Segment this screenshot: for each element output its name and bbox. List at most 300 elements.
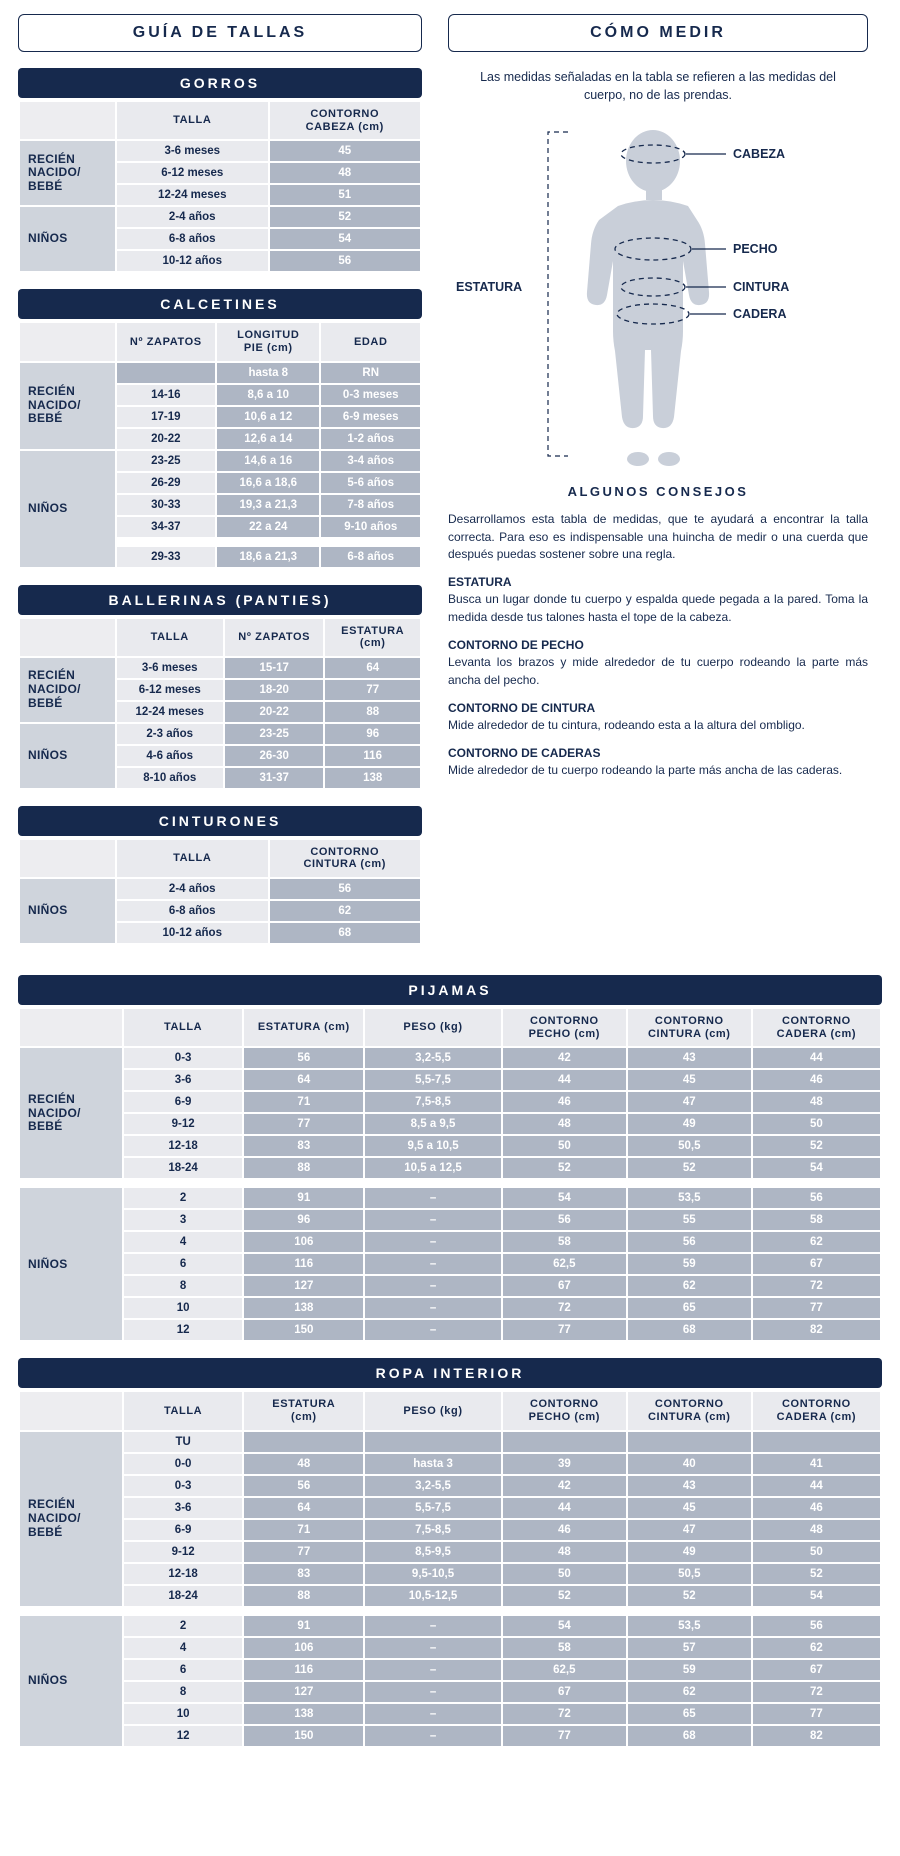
cell-peso: – <box>365 1660 501 1680</box>
left-column <box>18 14 422 961</box>
header-contorno-cadera: CONTORNO CADERA (cm) <box>753 1392 880 1429</box>
table-row <box>20 1498 880 1518</box>
cell-estatura: 64 <box>244 1498 363 1518</box>
tip-title-pecho: CONTORNO DE PECHO <box>448 638 584 653</box>
cell-longitud: 8,6 a 10 <box>217 385 319 405</box>
table-row <box>20 1520 880 1540</box>
table-cinturones <box>18 838 422 945</box>
cell-talla: 4-6 años <box>117 746 223 766</box>
header-contorno-cintura: CONTORNO CINTURA (cm) <box>628 1392 751 1429</box>
cell-peso: 8,5-9,5 <box>365 1542 501 1562</box>
cell-talla: TU <box>124 1432 243 1452</box>
table-row <box>20 363 420 383</box>
group-label-ninos: NIÑOS <box>20 879 115 943</box>
table-header-row <box>20 102 420 139</box>
cell-zapatos: 31-37 <box>225 768 324 788</box>
header-blank <box>20 323 115 360</box>
cell-cintura: 52 <box>628 1586 751 1606</box>
header-contorno-cabeza: CONTORNO CABEZA (cm) <box>270 102 421 139</box>
table-row <box>20 1092 880 1112</box>
table-row <box>20 1616 880 1636</box>
cell-cadera: 52 <box>753 1136 880 1156</box>
cell-zapatos: 17-19 <box>117 407 216 427</box>
cell-peso: 5,5-7,5 <box>365 1070 501 1090</box>
cell-peso: – <box>365 1298 501 1318</box>
group-label-recien-nacido: RECIÉN NACIDO/ BEBÉ <box>20 141 115 205</box>
cell-peso: – <box>365 1254 501 1274</box>
header-edad: EDAD <box>321 323 420 360</box>
cell-estatura: 150 <box>244 1320 363 1340</box>
cell-talla: 18-24 <box>124 1586 243 1606</box>
cell-cadera: 82 <box>753 1726 880 1746</box>
section-title-pijamas: PIJAMAS <box>18 975 882 1005</box>
cell-talla: 4 <box>124 1232 243 1252</box>
tip-title-cintura: CONTORNO DE CINTURA <box>448 700 596 715</box>
cell-value: 52 <box>270 207 421 227</box>
cell-cintura: 45 <box>628 1498 751 1518</box>
cell-estatura: 64 <box>244 1070 363 1090</box>
header-talla: TALLA <box>124 1009 243 1046</box>
cell-pecho: 42 <box>503 1048 626 1068</box>
cell-estatura: 116 <box>244 1660 363 1680</box>
cell-cadera: 50 <box>753 1114 880 1134</box>
cell-peso: – <box>365 1616 501 1636</box>
cell-pecho <box>503 1432 626 1452</box>
cell-estatura: 83 <box>244 1136 363 1156</box>
cell-talla: 2-4 años <box>117 879 267 899</box>
table-row <box>20 1726 880 1746</box>
cell-cintura: 57 <box>628 1638 751 1658</box>
table-row <box>20 1298 880 1318</box>
cell-zapatos: 34-37 <box>117 517 216 537</box>
cell-cadera: 54 <box>753 1158 880 1178</box>
cell-estatura: 138 <box>325 768 420 788</box>
tips-title: ALGUNOS CONSEJOS <box>567 484 749 500</box>
cell-estatura: 96 <box>325 724 420 744</box>
cell-cadera: 44 <box>753 1048 880 1068</box>
cell-zapatos: 29-33 <box>117 547 216 567</box>
cell-estatura: 83 <box>244 1564 363 1584</box>
cell-pecho: 52 <box>503 1158 626 1178</box>
cell-estatura: 106 <box>244 1232 363 1252</box>
cell-talla: 2 <box>124 1616 243 1636</box>
cell-cadera: 48 <box>753 1520 880 1540</box>
cell-cadera: 72 <box>753 1682 880 1702</box>
cell-estatura: 77 <box>244 1114 363 1134</box>
section-title-calcetines: CALCETINES <box>18 289 422 319</box>
cell-pecho: 72 <box>503 1298 626 1318</box>
cell-talla: 3 <box>124 1210 243 1230</box>
cell-estatura: 88 <box>244 1158 363 1178</box>
cell-zapatos: 26-30 <box>225 746 324 766</box>
header-blank <box>20 1392 122 1429</box>
table-row <box>20 207 420 227</box>
cell-pecho: 77 <box>503 1726 626 1746</box>
cell-pecho: 46 <box>503 1092 626 1112</box>
table-row <box>20 1476 880 1496</box>
cell-value: 56 <box>270 879 421 899</box>
cell-talla: 12-24 meses <box>117 185 267 205</box>
group-label-ninos: NIÑOS <box>20 1188 122 1340</box>
cell-pecho: 54 <box>503 1616 626 1636</box>
tip-body-caderas: Mide alrededor de tu cuerpo rodeando la parte más ancha de las caderas. <box>448 763 843 778</box>
group-label-ninos: NIÑOS <box>20 451 115 567</box>
table-calcetines <box>18 321 422 568</box>
cell-estatura: 56 <box>244 1048 363 1068</box>
cell-cadera: 52 <box>753 1564 880 1584</box>
section-title-ballerinas: BALLERINAS (PANTIES) <box>18 585 422 615</box>
cell-cintura: 62 <box>628 1276 751 1296</box>
table-row <box>20 1542 880 1562</box>
cell-estatura: 127 <box>244 1276 363 1296</box>
cell-estatura: 88 <box>244 1586 363 1606</box>
cell-talla: 10 <box>124 1704 243 1724</box>
cell-pecho: 54 <box>503 1188 626 1208</box>
table-ballerinas <box>18 617 422 790</box>
cell-cintura: 59 <box>628 1254 751 1274</box>
cell-longitud: 12,6 a 14 <box>217 429 319 449</box>
table-row <box>20 1070 880 1090</box>
table-row <box>20 658 420 678</box>
cell-cintura: 40 <box>628 1454 751 1474</box>
group-label-recien-nacido: RECIÉN NACIDO/ BEBÉ <box>20 1048 122 1178</box>
cell-estatura: 91 <box>244 1188 363 1208</box>
top-two-columns <box>18 14 882 961</box>
cell-edad: 7-8 años <box>321 495 420 515</box>
cell-cintura: 68 <box>628 1726 751 1746</box>
cell-talla: 3-6 meses <box>117 141 267 161</box>
cell-zapatos <box>117 363 216 383</box>
cell-talla: 9-12 <box>124 1542 243 1562</box>
table-header-row <box>20 323 420 360</box>
cell-estatura: 127 <box>244 1682 363 1702</box>
cell-cadera: 41 <box>753 1454 880 1474</box>
header-contorno-pecho: CONTORNO PECHO (cm) <box>503 1009 626 1046</box>
table-block-calcetines <box>18 289 422 568</box>
cell-pecho: 50 <box>503 1564 626 1584</box>
group-label-ninos: NIÑOS <box>20 1616 122 1746</box>
cell-cadera: 62 <box>753 1638 880 1658</box>
cell-cintura: 47 <box>628 1520 751 1540</box>
table-block-gorros <box>18 68 422 273</box>
tip-body-estatura: Busca un lugar donde tu cuerpo y espalda quede pegada a la pared. Toma la medida desde tus talones hasta el tope de la cabeza. <box>448 592 868 624</box>
header-contorno-cadera: CONTORNO CADERA (cm) <box>753 1009 880 1046</box>
cell-pecho: 77 <box>503 1320 626 1340</box>
cell-longitud: 14,6 a 16 <box>217 451 319 471</box>
group-label-recien-nacido: RECIÉN NACIDO/ BEBÉ <box>20 363 115 449</box>
page-title: GUÍA DE TALLAS <box>18 14 422 52</box>
cell-longitud: 16,6 a 18,6 <box>217 473 319 493</box>
cell-value: 51 <box>270 185 421 205</box>
cell-cadera: 54 <box>753 1586 880 1606</box>
table-header-row <box>20 1009 880 1046</box>
cell-pecho: 67 <box>503 1682 626 1702</box>
cell-estatura <box>244 1432 363 1452</box>
cell-peso: – <box>365 1232 501 1252</box>
group-label-recien-nacido: RECIÉN NACIDO/ BEBÉ <box>20 658 115 722</box>
table-row <box>20 1432 880 1452</box>
cell-estatura: 77 <box>325 680 420 700</box>
cell-peso: 10,5 a 12,5 <box>365 1158 501 1178</box>
table-row <box>20 1136 880 1156</box>
cell-estatura: 106 <box>244 1638 363 1658</box>
label-estatura: ESTATURA <box>456 280 523 295</box>
cell-talla: 6-8 años <box>117 901 267 921</box>
cell-peso: – <box>365 1726 501 1746</box>
cell-talla: 2-3 años <box>117 724 223 744</box>
table-row <box>20 1232 880 1252</box>
group-label-ninos: NIÑOS <box>20 207 115 271</box>
header-estatura: ESTATURA (cm) <box>325 619 420 656</box>
table-header-row <box>20 1392 880 1429</box>
cell-talla: 0-0 <box>124 1454 243 1474</box>
cell-value: 56 <box>270 251 421 271</box>
cell-talla: 8 <box>124 1682 243 1702</box>
section-title-ropa-interior: ROPA INTERIOR <box>18 1358 882 1388</box>
header-longitud-pie: LONGITUD PIE (cm) <box>217 323 319 360</box>
tip-title-estatura: ESTATURA <box>448 575 512 590</box>
table-row <box>20 879 420 899</box>
cell-talla: 4 <box>124 1638 243 1658</box>
cell-cintura: 50,5 <box>628 1564 751 1584</box>
table-row <box>20 1638 880 1658</box>
cell-peso: – <box>365 1320 501 1340</box>
table-block-ballerinas <box>18 585 422 790</box>
cell-peso: hasta 3 <box>365 1454 501 1474</box>
cell-cadera: 77 <box>753 1704 880 1724</box>
cell-cadera: 67 <box>753 1660 880 1680</box>
cell-cintura: 68 <box>628 1320 751 1340</box>
cell-pecho: 48 <box>503 1114 626 1134</box>
header-blank <box>20 619 115 656</box>
header-contorno-cintura: CONTORNO CINTURA (cm) <box>628 1009 751 1046</box>
cell-cadera: 58 <box>753 1210 880 1230</box>
cell-estatura: 138 <box>244 1298 363 1318</box>
cell-estatura: 91 <box>244 1616 363 1636</box>
cell-pecho: 46 <box>503 1520 626 1540</box>
cell-cintura: 49 <box>628 1542 751 1562</box>
cell-talla: 6-9 <box>124 1092 243 1112</box>
tip-body-pecho: Levanta los brazos y mide alrededor de tu cuerpo rodeando la parte más ancha del pecho. <box>448 655 868 687</box>
cell-edad: RN <box>321 363 420 383</box>
cell-zapatos: 20-22 <box>225 702 324 722</box>
cell-estatura: 56 <box>244 1476 363 1496</box>
cell-talla: 0-3 <box>124 1476 243 1496</box>
table-row <box>20 1586 880 1606</box>
cell-talla: 12-24 meses <box>117 702 223 722</box>
cell-cadera: 72 <box>753 1276 880 1296</box>
table-row <box>20 1048 880 1068</box>
cell-cintura: 65 <box>628 1298 751 1318</box>
cell-talla: 8 <box>124 1276 243 1296</box>
cell-zapatos: 30-33 <box>117 495 216 515</box>
cell-peso: – <box>365 1188 501 1208</box>
cell-talla: 12-18 <box>124 1564 243 1584</box>
cell-talla: 3-6 <box>124 1498 243 1518</box>
cell-peso: 10,5-12,5 <box>365 1586 501 1606</box>
table-gorros <box>18 100 422 273</box>
table-row <box>20 1210 880 1230</box>
cell-talla: 3-6 <box>124 1070 243 1090</box>
section-title-cinturones: CINTURONES <box>18 806 422 836</box>
cell-talla: 6-12 meses <box>117 163 267 183</box>
cell-cintura: 45 <box>628 1070 751 1090</box>
cell-estatura: 96 <box>244 1210 363 1230</box>
cell-cadera: 56 <box>753 1188 880 1208</box>
cell-estatura: 64 <box>325 658 420 678</box>
cell-talla: 12-18 <box>124 1136 243 1156</box>
cell-talla: 18-24 <box>124 1158 243 1178</box>
cell-value: 45 <box>270 141 421 161</box>
cell-estatura: 150 <box>244 1726 363 1746</box>
header-talla: TALLA <box>124 1392 243 1429</box>
tip-title-caderas: CONTORNO DE CADERAS <box>448 746 601 761</box>
cell-pecho: 52 <box>503 1586 626 1606</box>
header-peso: PESO (kg) <box>365 1009 501 1046</box>
cell-cintura: 53,5 <box>628 1188 751 1208</box>
header-talla: TALLA <box>117 102 267 139</box>
header-blank <box>20 102 115 139</box>
cell-cintura: 53,5 <box>628 1616 751 1636</box>
cell-cadera: 44 <box>753 1476 880 1496</box>
header-contorno-pecho: CONTORNO PECHO (cm) <box>503 1392 626 1429</box>
cell-talla: 8-10 años <box>117 768 223 788</box>
spacer <box>321 539 420 545</box>
cell-talla: 0-3 <box>124 1048 243 1068</box>
header-contorno-cintura: CONTORNO CINTURA (cm) <box>270 840 421 877</box>
table-row-spacer <box>20 1180 880 1186</box>
table-row <box>20 451 420 471</box>
table-row <box>20 1114 880 1134</box>
spacer <box>217 539 319 545</box>
cell-pecho: 48 <box>503 1542 626 1562</box>
spacer <box>20 1180 880 1186</box>
cell-peso: – <box>365 1276 501 1296</box>
cell-cintura: 43 <box>628 1048 751 1068</box>
cell-talla: 3-6 meses <box>117 658 223 678</box>
body-measurement-figure <box>448 114 868 474</box>
cell-talla: 10 <box>124 1298 243 1318</box>
cell-talla: 2-4 años <box>117 207 267 227</box>
cell-zapatos: 23-25 <box>225 724 324 744</box>
header-n-zapatos: Nº ZAPATOS <box>117 323 216 360</box>
cell-peso <box>365 1432 501 1452</box>
header-estatura: ESTATURA (cm) <box>244 1009 363 1046</box>
cell-peso: 9,5-10,5 <box>365 1564 501 1584</box>
cell-cadera: 46 <box>753 1070 880 1090</box>
spacer <box>20 1608 880 1614</box>
header-peso: PESO (kg) <box>365 1392 501 1429</box>
cell-cintura: 65 <box>628 1704 751 1724</box>
cell-zapatos: 20-22 <box>117 429 216 449</box>
cell-cintura: 43 <box>628 1476 751 1496</box>
table-row-spacer <box>20 1608 880 1614</box>
table-ropa-interior <box>18 1390 882 1747</box>
cell-cintura: 49 <box>628 1114 751 1134</box>
cell-pecho: 67 <box>503 1276 626 1296</box>
cell-estatura: 138 <box>244 1704 363 1724</box>
cell-peso: – <box>365 1638 501 1658</box>
cell-talla: 6-12 meses <box>117 680 223 700</box>
header-estatura: ESTATURA (cm) <box>244 1392 363 1429</box>
cell-pecho: 58 <box>503 1232 626 1252</box>
cell-cadera <box>753 1432 880 1452</box>
cell-peso: 9,5 a 10,5 <box>365 1136 501 1156</box>
cell-cadera: 46 <box>753 1498 880 1518</box>
cell-pecho: 62,5 <box>503 1660 626 1680</box>
cell-cadera: 82 <box>753 1320 880 1340</box>
cell-zapatos: 26-29 <box>117 473 216 493</box>
cell-talla: 12 <box>124 1726 243 1746</box>
cell-talla: 12 <box>124 1320 243 1340</box>
cell-peso: – <box>365 1704 501 1724</box>
cell-talla: 6 <box>124 1660 243 1680</box>
cell-cadera: 50 <box>753 1542 880 1562</box>
cell-longitud: hasta 8 <box>217 363 319 383</box>
cell-estatura: 71 <box>244 1092 363 1112</box>
cell-cintura: 55 <box>628 1210 751 1230</box>
table-row <box>20 1564 880 1584</box>
cell-cintura: 52 <box>628 1158 751 1178</box>
tip-body-cintura: Mide alrededor de tu cintura, rodeando esta a la altura del ombligo. <box>448 717 805 732</box>
cell-peso: 7,5-8,5 <box>365 1520 501 1540</box>
table-row <box>20 141 420 161</box>
group-label-ninos: NIÑOS <box>20 724 115 788</box>
how-to-measure-title: CÓMO MEDIR <box>448 14 868 52</box>
cell-value: 48 <box>270 163 421 183</box>
header-blank <box>20 1009 122 1046</box>
table-row <box>20 1682 880 1702</box>
header-blank <box>20 840 115 877</box>
cell-edad: 0-3 meses <box>321 385 420 405</box>
intro-text: Las medidas señaladas en la tabla se refieren a las medidas del cuerpo, no de las prendas. <box>480 70 836 103</box>
label-cabeza: CABEZA <box>733 147 786 162</box>
cell-talla: 10-12 años <box>117 923 267 943</box>
cell-estatura: 88 <box>325 702 420 722</box>
cell-zapatos: 15-17 <box>225 658 324 678</box>
section-title-gorros: GORROS <box>18 68 422 98</box>
cell-value: 54 <box>270 229 421 249</box>
cell-pecho: 39 <box>503 1454 626 1474</box>
table-block-cinturones <box>18 806 422 945</box>
cell-cadera: 62 <box>753 1232 880 1252</box>
cell-talla: 2 <box>124 1188 243 1208</box>
cell-zapatos: 23-25 <box>117 451 216 471</box>
cell-pecho: 56 <box>503 1210 626 1230</box>
table-pijamas <box>18 1007 882 1342</box>
table-header-row <box>20 840 420 877</box>
cell-talla: 6 <box>124 1254 243 1274</box>
cell-value: 68 <box>270 923 421 943</box>
table-header-row <box>20 619 420 656</box>
cell-peso: 8,5 a 9,5 <box>365 1114 501 1134</box>
cell-zapatos: 14-16 <box>117 385 216 405</box>
cell-longitud: 22 a 24 <box>217 517 319 537</box>
cell-peso: 7,5-8,5 <box>365 1092 501 1112</box>
cell-cintura: 56 <box>628 1232 751 1252</box>
cell-edad: 6-8 años <box>321 547 420 567</box>
cell-pecho: 44 <box>503 1498 626 1518</box>
cell-cadera: 67 <box>753 1254 880 1274</box>
header-talla: TALLA <box>117 619 223 656</box>
cell-talla: 6-8 años <box>117 229 267 249</box>
table-row <box>20 1276 880 1296</box>
cell-cintura: 47 <box>628 1092 751 1112</box>
cell-peso: – <box>365 1682 501 1702</box>
cell-talla: 9-12 <box>124 1114 243 1134</box>
table-row <box>20 1320 880 1340</box>
cell-estatura: 48 <box>244 1454 363 1474</box>
